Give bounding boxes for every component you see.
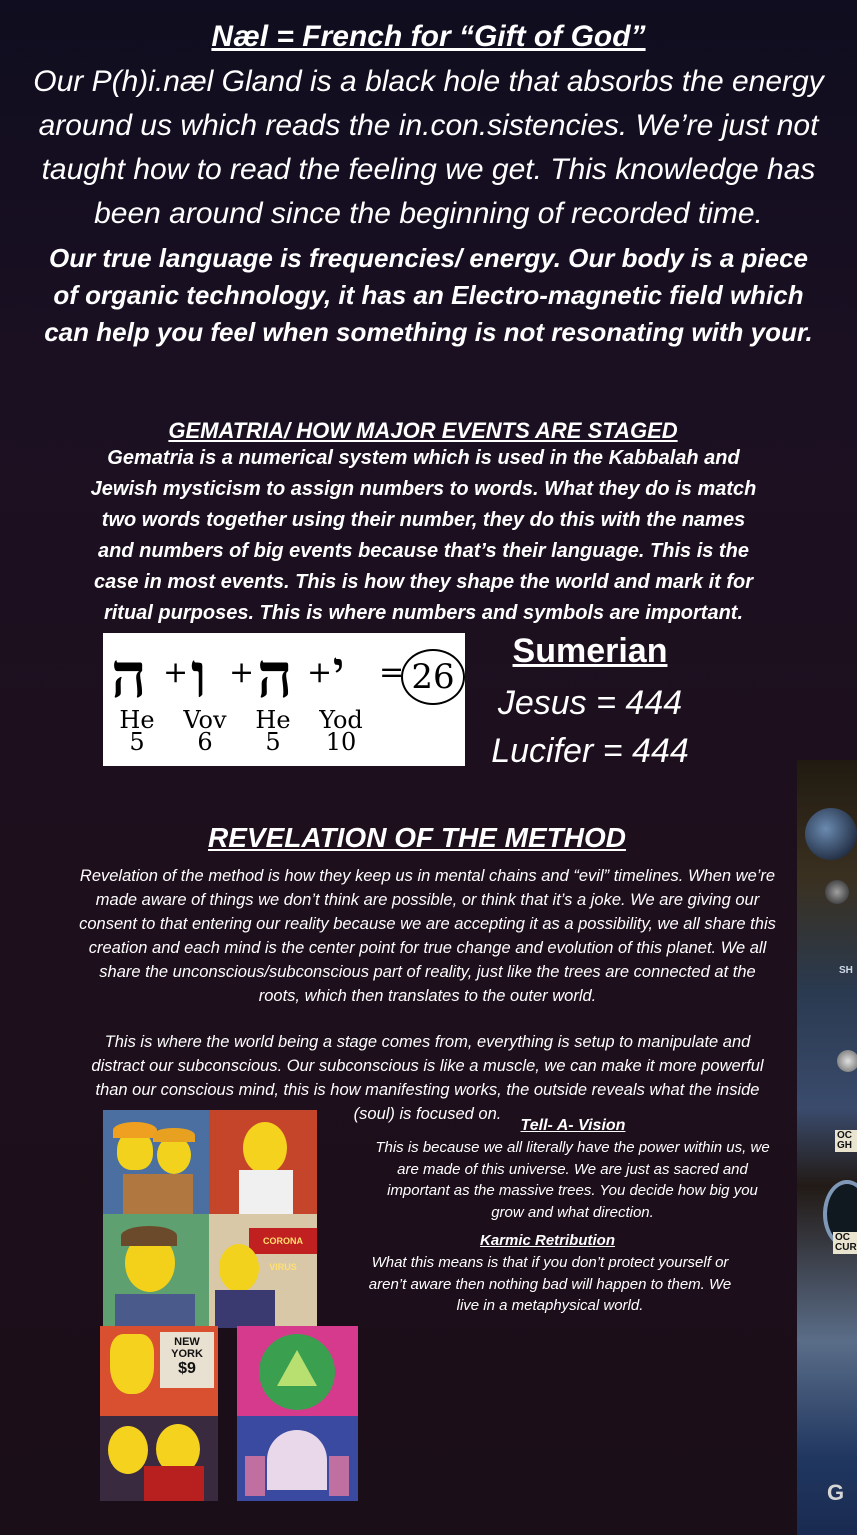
letter-value: 5: [265, 728, 281, 756]
revelation-line: This is where the world being a stage comes from, everything is setup to manipulate and: [104, 1033, 751, 1051]
cartoon-tile-homer: [209, 1110, 317, 1214]
cartoon-tile-news: [209, 1214, 317, 1328]
letter-value: 6: [197, 728, 213, 756]
equals-sign: =: [379, 655, 405, 690]
corona-virus-sign: CORONA VIRUS: [249, 1228, 317, 1254]
gematria-line: case in most events. This is how they shape the world and mark it for: [93, 571, 754, 593]
karmic-retribution-body: [350, 1252, 750, 1317]
planet-icon: [837, 1050, 857, 1072]
karmic-retribution-heading: Karmic Retribution: [479, 1232, 615, 1249]
hebrew-letter-vov: ו: [191, 639, 207, 712]
tell-a-vision-line: important as the massive trees. You decide how big you: [387, 1182, 758, 1199]
hebrew-letter-yod: י: [333, 643, 345, 692]
karmic-line: What this means is that if you don’t protect yourself or: [371, 1254, 729, 1271]
gematria-line: ritual purposes. This is where numbers and symbols are important.: [103, 602, 744, 624]
revelation-line: (soul) is focused on.: [353, 1105, 502, 1123]
sumerian-line: Lucifer = 444: [491, 732, 689, 770]
letter-name: Yod: [319, 706, 363, 734]
new-york-magazine: [160, 1332, 214, 1388]
tell-a-vision-line: grow and what direction.: [491, 1203, 654, 1221]
page-title: Næl = French for “Gift of God”: [211, 20, 646, 53]
cosmic-label: OC GH: [835, 1130, 857, 1152]
intro-line: been around since the beginning of recorded time.: [94, 197, 763, 230]
intro-paragraph: [10, 60, 847, 236]
cartoon-tile-bart: [100, 1326, 218, 1416]
revelation-line: consent to that entering our reality because we are accepting it as a possibility, we all share this: [79, 915, 776, 933]
intro-line: taught how to read the feeling we get. This knowledge has: [41, 153, 816, 186]
frequency-line: of organic technology, it has an Electro-magnetic field which: [53, 280, 804, 310]
cosmic-label: SH: [839, 965, 853, 976]
letter-name: He: [255, 706, 291, 734]
letter-name: Vov: [183, 706, 227, 734]
gematria-line: two words together using their number, they do this with the names: [101, 509, 746, 531]
plus-sign: +: [307, 655, 333, 690]
revelation-heading: REVELATION OF THE METHOD: [208, 822, 626, 853]
revelation-line: creation and each mind is the center point for true change and evolution of this planet. We all: [88, 939, 767, 957]
hebrew-equation: [111, 641, 461, 711]
total-circle: 26: [401, 649, 465, 705]
tell-a-vision-line: This is because we all literally have the power within us, we: [375, 1139, 770, 1156]
gematria-line: Gematria is a numerical system which is used in the Kabbalah and: [107, 447, 740, 469]
frequency-line: Our true language is frequencies/ energy. Our body is a piece: [48, 243, 809, 273]
cosmic-label: OC CUR: [833, 1232, 857, 1254]
letter-value: 10: [325, 728, 357, 756]
revelation-line: roots, which then translates to the outer world.: [258, 987, 597, 1005]
cartoon-tile-homer-mason: [100, 1416, 218, 1501]
hebrew-gematria-figure: [103, 633, 465, 766]
planet-icon: [805, 808, 857, 860]
cartoon-collage-top: [103, 1110, 317, 1328]
hebrew-letter-he: ה: [111, 639, 147, 712]
planet-icon: [825, 880, 849, 904]
new-york-price: $9: [178, 1360, 196, 1377]
cosmic-artwork-strip: [797, 760, 857, 1535]
letter-label: [311, 706, 371, 756]
tell-a-vision-line: are made of this universe. We are just as sacred and: [397, 1160, 748, 1178]
tell-a-vision-body: [365, 1137, 780, 1223]
letter-value: 5: [129, 728, 145, 756]
cartoon-collage-bottom: [100, 1326, 358, 1501]
cartoon-tile-temple: [237, 1416, 358, 1501]
letter-label: [107, 706, 167, 756]
new-york-text: NEW YORK: [171, 1336, 203, 1360]
intro-line: Our P(h)i.næl Gland is a black hole that absorbs the energy: [33, 65, 824, 98]
cartoon-tile-illuminati: [237, 1326, 358, 1416]
hebrew-letter-he: ה: [257, 639, 293, 712]
plus-sign: +: [163, 655, 189, 690]
letter-name: He: [119, 706, 155, 734]
gematria-line: and numbers of big events because that’s their language. This is the: [98, 540, 749, 562]
plus-sign: +: [229, 655, 255, 690]
sumerian-title: Sumerian: [512, 632, 668, 670]
karmic-line: live in a metaphysical world.: [456, 1297, 644, 1314]
frequency-line: can help you feel when something is not resonating with your.: [44, 317, 813, 347]
intro-line: around us which reads the in.con.sistencies. We’re just not: [38, 109, 819, 142]
revelation-line: share the unconscious/subconscious part of reality, just like the trees are connected at the: [99, 963, 756, 981]
sumerian-line: Jesus = 444: [497, 684, 683, 722]
revelation-line: Revelation of the method is how they keep us in mental chains and “evil” timelines. When we’re: [79, 867, 776, 885]
cosmic-big-letter: G: [827, 1480, 845, 1505]
gematria-line: Jewish mysticism to assign numbers to words. What they do is match: [90, 478, 757, 500]
gematria-heading: GEMATRIA/ HOW MAJOR EVENTS ARE STAGED: [168, 418, 678, 443]
tell-a-vision-heading: Tell- A- Vision: [520, 1117, 626, 1134]
cartoon-tile-skinner: [103, 1214, 209, 1328]
revelation-line: made aware of things we don’t think are possible, or think that it’s a joke. We are giving our: [95, 891, 760, 909]
letter-label: [243, 706, 303, 756]
letter-label: [175, 706, 235, 756]
karmic-line: aren’t aware then nothing bad will happen to them. We: [368, 1275, 732, 1293]
gematria-body: [55, 443, 792, 629]
revelation-line: than our conscious mind, this is how manifesting works, the outside reveals what the inside: [95, 1081, 760, 1099]
revelation-line: distract our subconscious. Our subconscious is like a muscle, we can make it more powerful: [91, 1057, 764, 1075]
revelation-paragraph-1: [55, 864, 800, 1008]
cartoon-tile-workers: [103, 1110, 209, 1214]
frequency-paragraph: [10, 240, 847, 351]
